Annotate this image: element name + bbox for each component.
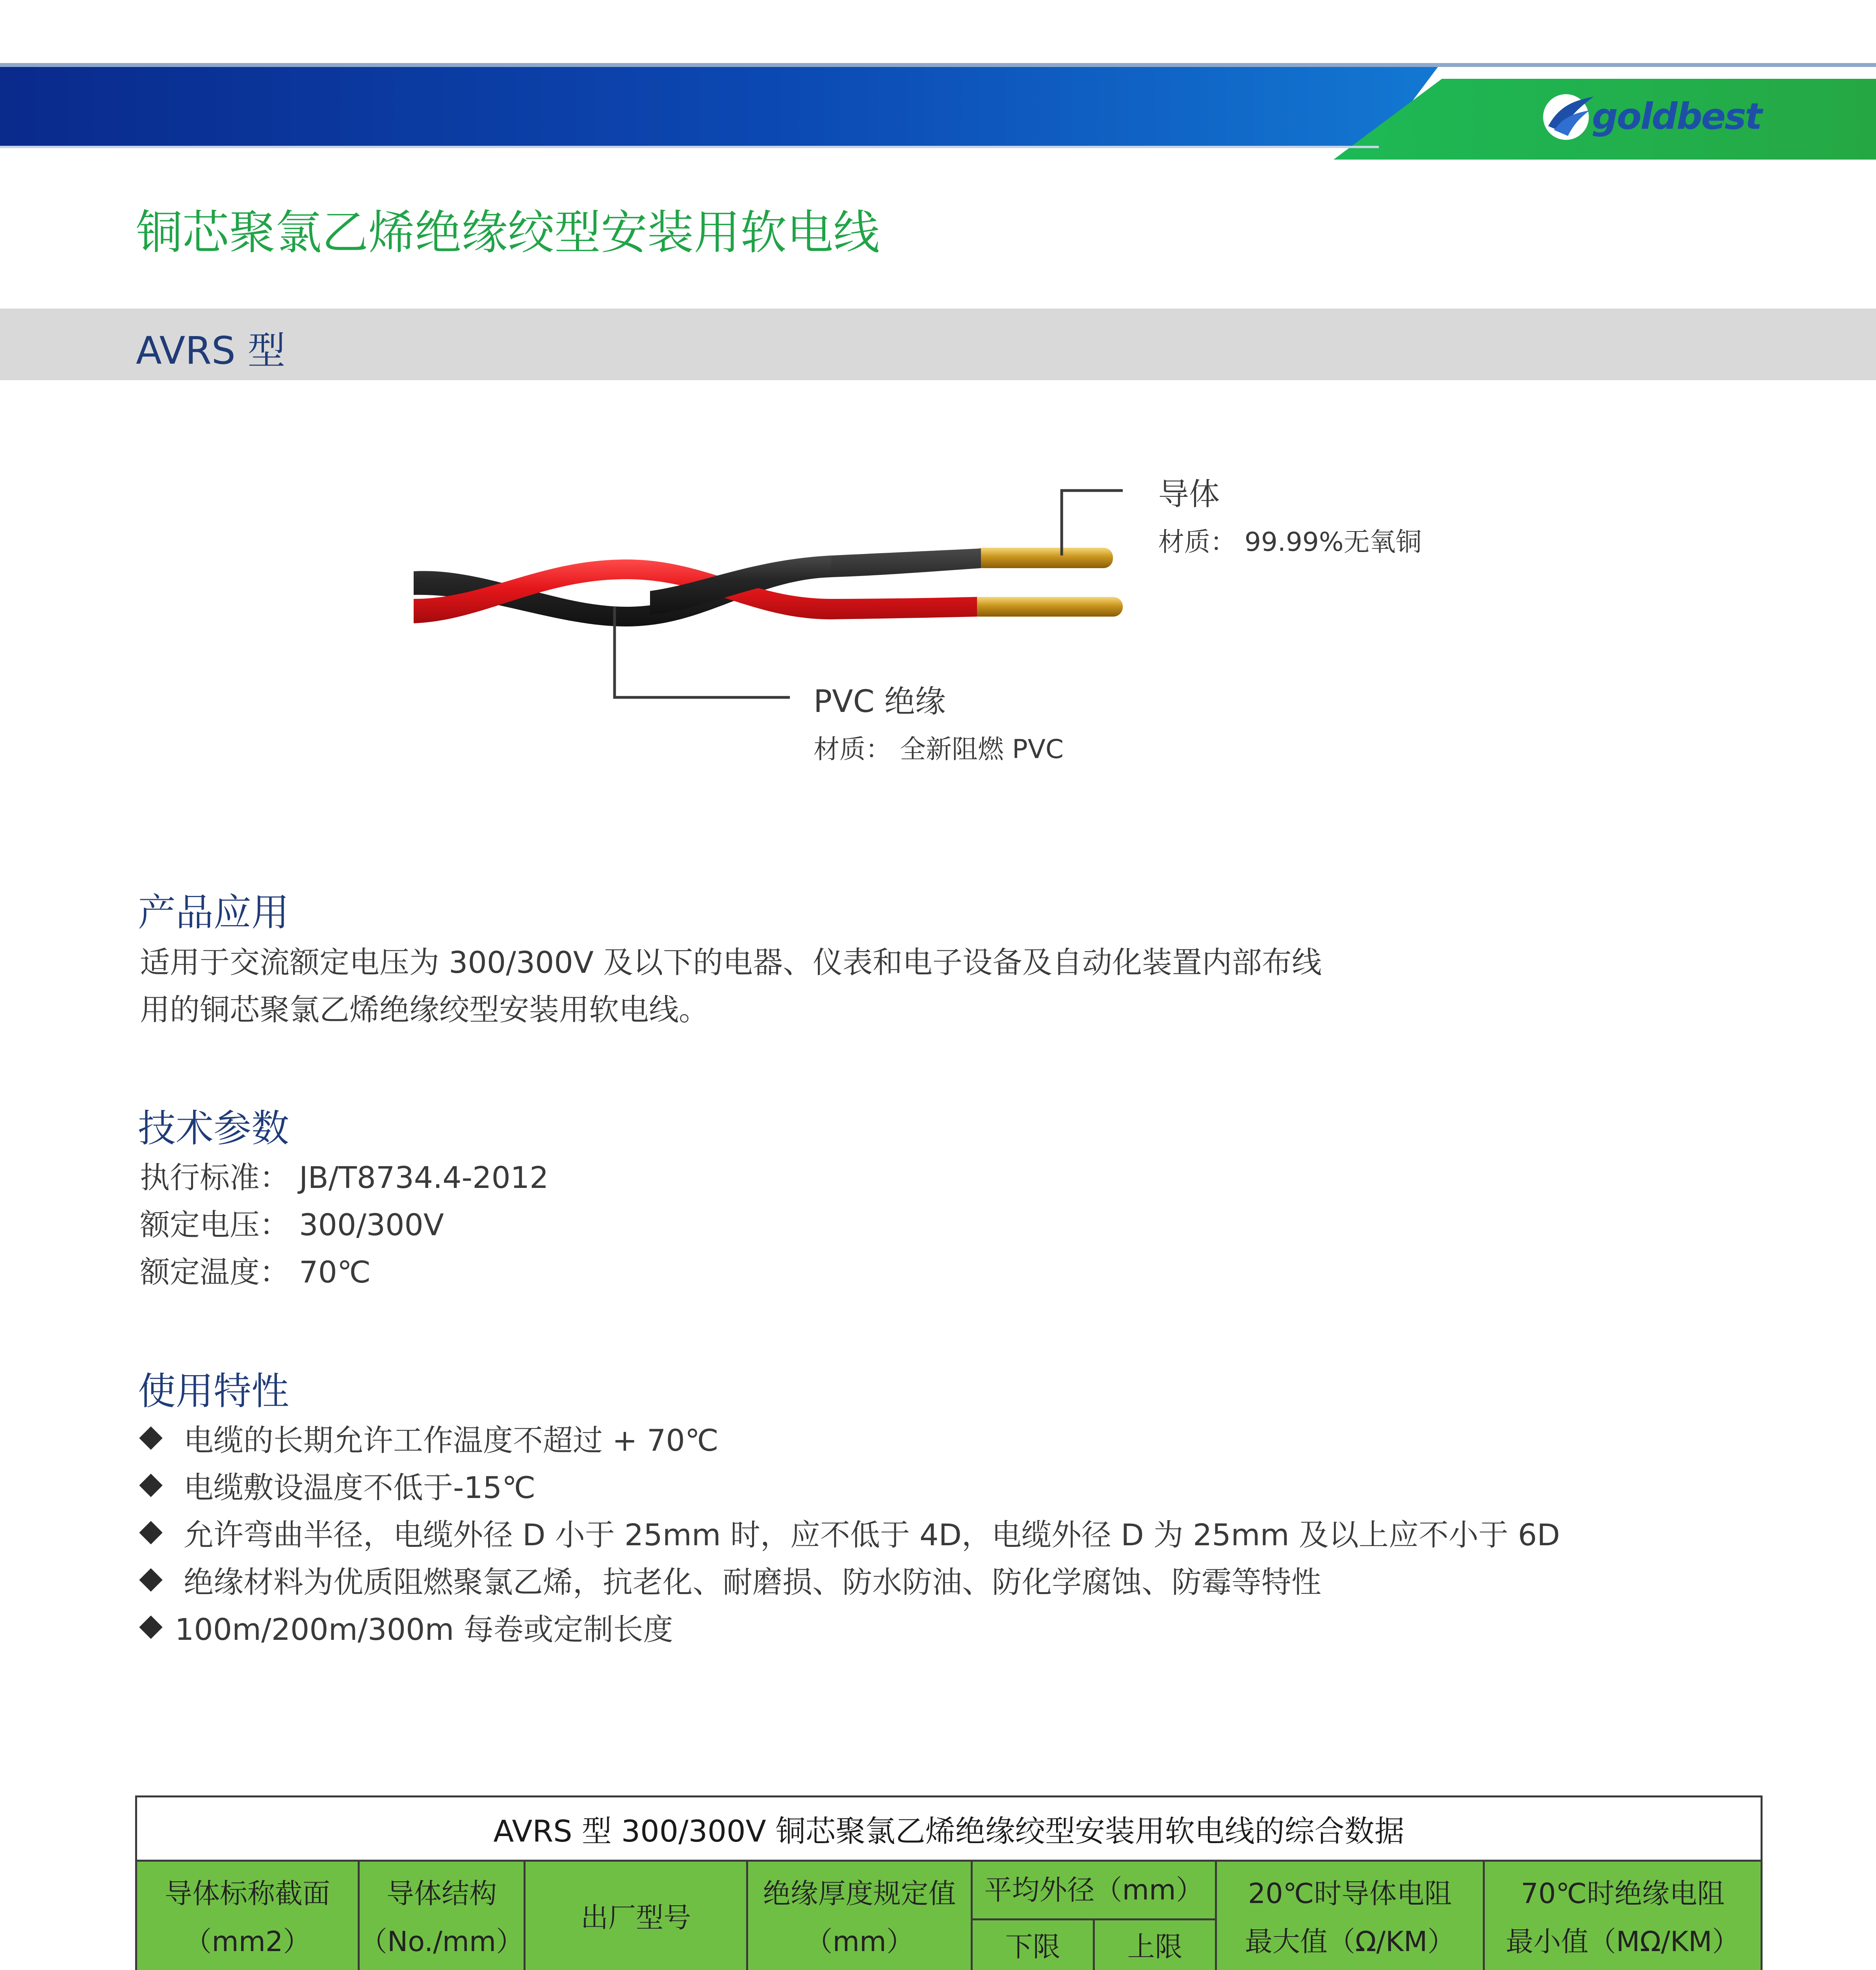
- conductor-callout-line: [1062, 491, 1123, 556]
- header-resistance-20c: 20℃时导体电阻 最大值（Ω/KM）: [1216, 1861, 1484, 1970]
- features-heading: 使用特性: [138, 1369, 289, 1413]
- header-structure: 导体结构 （No./mm）: [359, 1861, 525, 1970]
- insulation-label: PVC 绝缘: [814, 684, 946, 719]
- header-model: 出厂型号: [525, 1861, 747, 1970]
- header-outer-diameter: 平均外径（mm）: [972, 1861, 1216, 1920]
- model-heading: AVRS 型: [136, 329, 286, 373]
- header-lower: 下限: [972, 1920, 1094, 1970]
- conductor-material: 材质： 99.99%无氧铜: [1158, 527, 1422, 557]
- diamond-bullet-icon: [139, 1426, 162, 1450]
- upper-conductor: [973, 548, 1113, 568]
- feature-item: 电缆敷设温度不低于-15℃: [138, 1464, 535, 1507]
- header-section: 导体标称截面 （mm2）: [136, 1861, 359, 1970]
- application-line-2: 用的铜芯聚氯乙烯绝缘绞型安装用软电线。: [140, 992, 709, 1027]
- spec-voltage: 额定电压： 300/300V: [140, 1207, 444, 1242]
- header-insulation-resistance-70c: 70℃时绝缘电阻 最小值（MΩ/KM）: [1484, 1861, 1762, 1970]
- spec-temperature: 额定温度： 70℃: [140, 1254, 371, 1290]
- twisted-cable-illustration: [406, 441, 1123, 717]
- diamond-bullet-icon: [139, 1474, 162, 1497]
- diamond-bullet-icon: [139, 1521, 162, 1544]
- application-heading: 产品应用: [138, 890, 289, 935]
- brand-logo: [1538, 89, 1761, 144]
- specs-heading: 技术参数: [138, 1106, 289, 1150]
- lower-conductor: [969, 597, 1123, 617]
- conductor-label: 导体: [1158, 477, 1220, 512]
- feature-item: 电缆的长期允许工作温度不超过 + 70℃: [138, 1416, 719, 1459]
- application-line-1: 适用于交流额定电压为 300/300V 及以下的电器、仪表和电子设备及自动化装置内部布线: [140, 945, 1322, 980]
- diamond-bullet-icon: [139, 1568, 162, 1591]
- header-insulation: 绝缘厚度规定值 （mm）: [747, 1861, 972, 1970]
- feature-item: 允许弯曲半径，电缆外径 D 小于 25mm 时，应不低于 4D，电缆外径 D 为 25mm 及以上应不小于 6D: [138, 1511, 1560, 1554]
- spec-standard: 执行标准： JB/T8734.4-2012: [140, 1160, 549, 1195]
- spec-table: [135, 1795, 1763, 1970]
- feature-item: 绝缘材料为优质阻燃聚氯乙烯，抗老化、耐磨损、防水防油、防化学腐蚀、防霉等特性: [138, 1558, 1321, 1601]
- diamond-bullet-icon: [139, 1615, 162, 1639]
- insulation-material: 材质： 全新阻燃 PVC: [814, 734, 1064, 764]
- document-title: 铜芯聚氯乙烯绝缘绞型安装用软电线: [136, 205, 880, 260]
- brand-name: goldbest: [1592, 95, 1761, 138]
- feature-item: 100m/200m/300m 每卷或定制长度: [138, 1606, 673, 1648]
- header-upper: 上限: [1094, 1920, 1216, 1970]
- table-caption: AVRS 型 300/300V 铜芯聚氯乙烯绝缘绞型安装用软电线的综合数据: [136, 1797, 1762, 1861]
- goldbest-logo-icon: [1538, 89, 1597, 144]
